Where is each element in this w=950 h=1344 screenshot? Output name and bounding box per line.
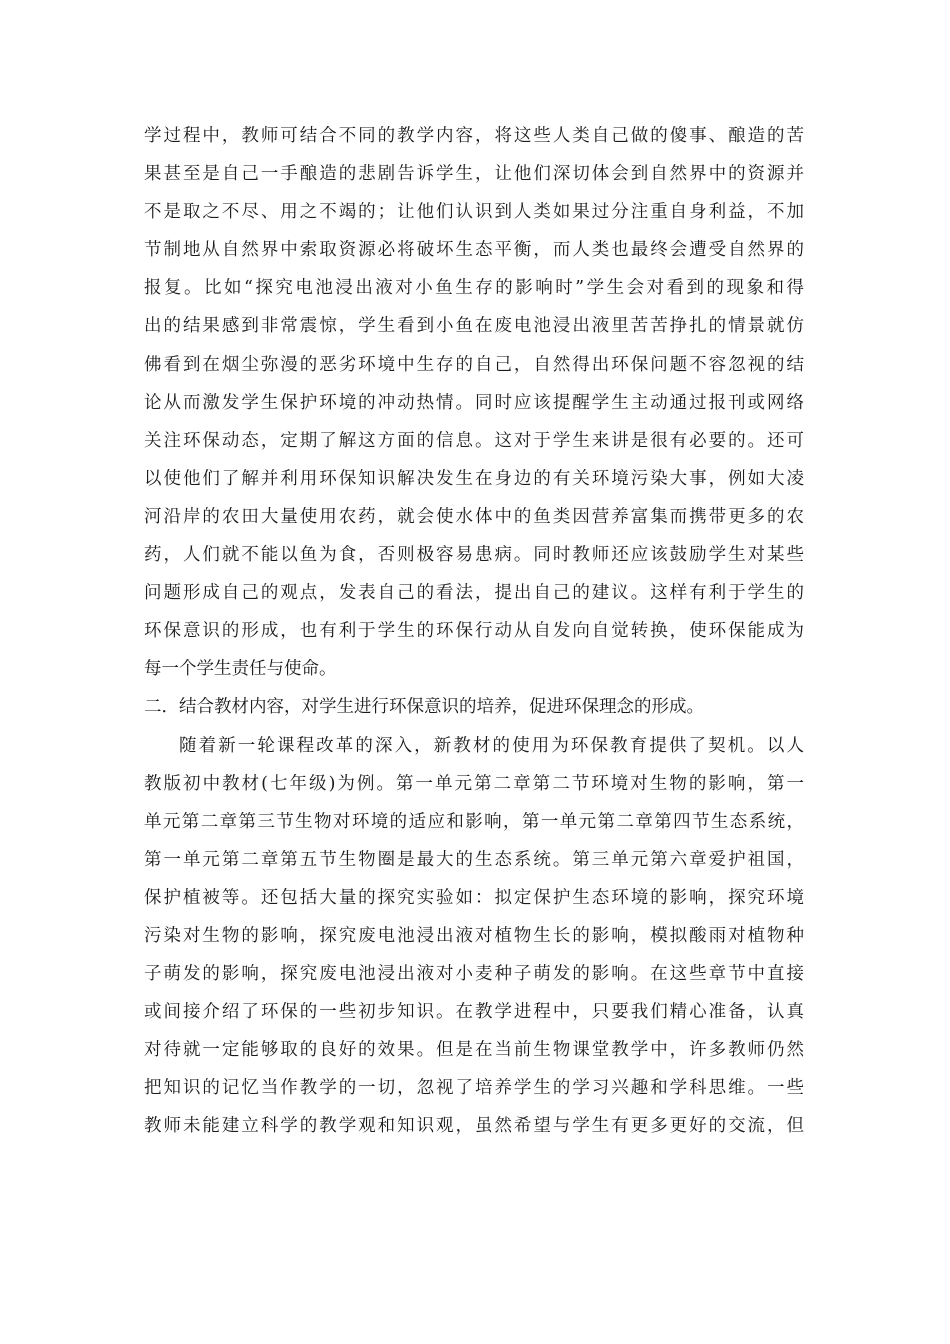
text-line: 保护植被等。还包括大量的探究实验如：拟定保护生态环境的影响，探究环境 <box>144 887 804 908</box>
text-line: 或间接介绍了环保的一些初步知识。在教学进程中，只要我们精心准备，认真 <box>144 1002 804 1023</box>
text-line: 河沿岸的农田大量使用农药，就会使水体中的鱼类因营养富集而携带更多的农 <box>144 506 804 527</box>
text-line: 第一单元第二章第五节生物圈是最大的生态系统。第三单元第六章爱护祖国， <box>144 849 804 870</box>
text-line: 报复。比如“探究电池浸出液对小鱼生存的影响时”学生会对看到的现象和得 <box>144 278 804 299</box>
text-line: 果甚至是自己一手酿造的悲剧告诉学生，让他们深切体会到自然界中的资源并 <box>144 164 804 185</box>
text-line: 学过程中，教师可结合不同的教学内容，将这些人类自己做的傻事、酿造的苦 <box>144 126 804 146</box>
text-line: 佛看到在烟尘弥漫的恶劣环境中生存的自己，自然得出环保问题不容忽视的结 <box>144 354 804 375</box>
text-line: 药，人们就不能以鱼为食，否则极容易患病。同时教师还应该鼓励学生对某些 <box>144 545 804 566</box>
text-line: 环保意识的形成，也有利于学生的环保行动从自发向自觉转换，使环保能成为 <box>144 621 804 642</box>
text-line: 子萌发的影响，探究废电池浸出液对小麦种子萌发的影响。在这些章节中直接 <box>144 964 804 985</box>
text-line: 不是取之不尽、用之不竭的；让他们认识到人类如果过分注重自身利益，不加 <box>144 202 804 223</box>
text-line: 问题形成自己的观点，发表自己的看法，提出自己的建议。这样有利于学生的 <box>144 583 804 604</box>
text-line: 污染对生物的影响，探究废电池浸出液对植物生长的影响，模拟酸雨对植物种 <box>144 925 804 946</box>
text-line: 论从而激发学生保护环境的冲动热情。同时应该提醒学生主动通过报刊或网络 <box>144 392 804 413</box>
body-text <box>144 117 804 1146</box>
text-line: 以使他们了解并利用环保知识解决发生在身边的有关环境污染大事，例如大凌 <box>144 468 804 489</box>
text-line: 对待就一定能够取的良好的效果。但是在当前生物课堂教学中，许多教师仍然 <box>144 1040 804 1061</box>
text-line: 每一个学生责任与使命。 <box>144 659 337 680</box>
text-line: 随着新一轮课程改革的深入，新教材的使用为环保教育提供了契机。以人 <box>179 735 804 756</box>
text-line: 教版初中教材(七年级)为例。第一单元第二章第二节环境对生物的影响，第一 <box>144 773 804 794</box>
text-line: 关注环保动态，定期了解这方面的信息。这对于学生来讲是很有必要的。还可 <box>144 430 804 451</box>
section-heading: 二．结合教材内容，对学生进行环保意识的培养，促进环保理念的形成。 <box>144 697 704 718</box>
text-line: 单元第二章第三节生物对环境的适应和影响，第一单元第二章第四节生态系统， <box>144 811 804 832</box>
text-line: 教师未能建立科学的教学观和知识观，虽然希望与学生有更多更好的交流，但 <box>144 1116 804 1137</box>
text-line: 节制地从自然界中索取资源必将破坏生态平衡，而人类也最终会遭受自然界的 <box>144 240 804 261</box>
text-line: 把知识的记忆当作教学的一切，忽视了培养学生的学习兴趣和学科思维。一些 <box>144 1078 804 1099</box>
text-line: 出的结果感到非常震惊，学生看到小鱼在废电池浸出液里苦苦挣扎的情景就仿 <box>144 316 804 337</box>
